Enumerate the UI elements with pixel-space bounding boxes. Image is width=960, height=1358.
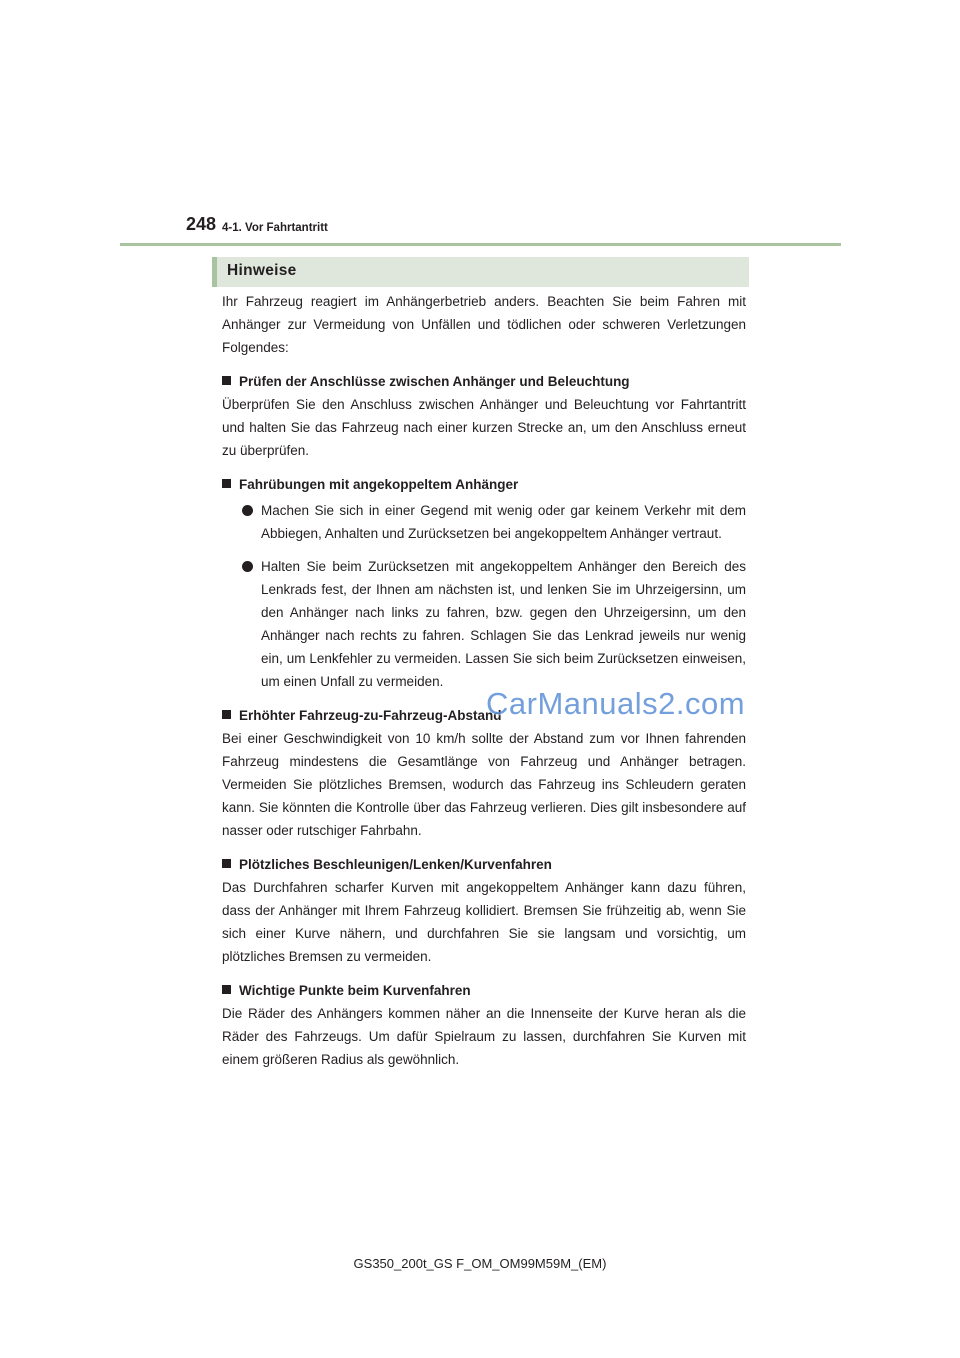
section-body: Überprüfen Sie den Anschluss zwischen Anhänger und Beleuchtung vor Fahrtantritt und halten Sie das Fahrzeug nach einer kurzen Strecke an, um den Anschluss erneut zu überprüfen.	[222, 397, 746, 458]
section-sudden-maneuvers	[222, 853, 746, 968]
square-bullet-icon	[222, 710, 231, 719]
square-bullet-icon	[222, 859, 231, 868]
square-bullet-icon	[222, 479, 231, 488]
bullet-list	[222, 499, 746, 693]
section-body: Bei einer Geschwindigkeit von 10 km/h sollte der Abstand zum vor Ihnen fahrenden Fahrzeug mindestens die Gesamtlänge von Fahrzeug und Anhänger betragen. Vermeiden Sie plötzliches Bremsen, wodurch das Fahrzeug ins Schleudern geraten kann. Sie könnten die Kontrolle über das Fahrzeug verlieren. Dies gilt insbesondere auf nasser oder rutschiger Fahrbahn.	[222, 731, 746, 838]
intro-paragraph: Ihr Fahrzeug reagiert im Anhängerbetrieb anders. Beachten Sie beim Fahren mit Anhänger zur Vermeidung von Unfällen und tödlichen oder schweren Verletzungen Folgendes:	[222, 294, 746, 355]
section-connections	[222, 370, 746, 462]
page-number: 248	[186, 214, 217, 234]
square-bullet-icon	[222, 985, 231, 994]
section-reference: 4-1. Vor Fahrtantritt	[222, 222, 328, 234]
square-bullet-icon	[222, 376, 231, 385]
section-heading-text: Wichtige Punkte beim Kurvenfahren	[239, 983, 471, 998]
notes-box-header	[212, 257, 749, 287]
bullet-text: Machen Sie sich in einer Gegend mit wenig oder gar keinem Verkehr mit dem Abbiegen, Anhalten und Zurücksetzen bei angekoppeltem Anhänger vertraut.	[261, 503, 746, 541]
section-heading	[222, 370, 746, 393]
bullet-text: Halten Sie beim Zurücksetzen mit angekoppeltem Anhänger den Bereich des Lenkrads fest, der Ihnen am nächsten ist, und lenken Sie im Uhrzeigersinn, um den Anhänger nach links zu fahren, bzw. gegen den Uhrzeigersinn, um den Anhänger nach rechts zu fahren. Schlagen Sie das Lenkrad jeweils nur wenig ein, um Lenkfehler zu vermeiden. Lassen Sie sich beim Zurücksetzen einweisen, um einen Unfall zu vermeiden.	[261, 559, 746, 689]
circle-bullet-icon	[242, 505, 253, 516]
notes-content	[222, 290, 746, 1071]
footer-document-code: GS350_200t_GS F_OM_OM99M59M_(EM)	[353, 1256, 607, 1271]
section-heading	[222, 853, 746, 876]
section-cornering	[222, 979, 746, 1071]
section-heading-text: Erhöhter Fahrzeug-zu-Fahrzeug-Abstand	[239, 708, 502, 723]
section-following-distance	[222, 704, 746, 842]
section-heading	[222, 979, 746, 1002]
watermark-logo: CarManuals2.com	[486, 686, 746, 721]
section-heading-text: Plötzliches Beschleunigen/Lenken/Kurvenfahren	[239, 857, 552, 872]
section-heading-text: Prüfen der Anschlüsse zwischen Anhänger und Beleuchtung	[239, 374, 630, 389]
section-body: Das Durchfahren scharfer Kurven mit angekoppeltem Anhänger kann dazu führen, dass der Anhänger mit Ihrem Fahrzeug kollidiert. Bremsen Sie frühzeitig ab, wenn Sie sich einer Kurve nähern, und durchfahren Sie sie langsam und vorsichtig, um plötzliches Bremsen zu vermeiden.	[222, 880, 746, 964]
section-driving-practice	[222, 473, 746, 693]
list-item	[242, 555, 746, 693]
list-item	[242, 499, 746, 545]
section-heading-text: Fahrübungen mit angekoppeltem Anhänger	[239, 477, 519, 492]
section-heading	[222, 473, 746, 496]
notes-box-title: Hinweise	[227, 262, 297, 279]
section-body: Die Räder des Anhängers kommen näher an die Innenseite der Kurve heran als die Räder des Fahrzeugs. Um dafür Spielraum zu lassen, durchfahren Sie Kurven mit einem größeren Radius als gewöhnlich.	[222, 1006, 746, 1067]
circle-bullet-icon	[242, 561, 253, 572]
header-rule	[120, 243, 841, 246]
